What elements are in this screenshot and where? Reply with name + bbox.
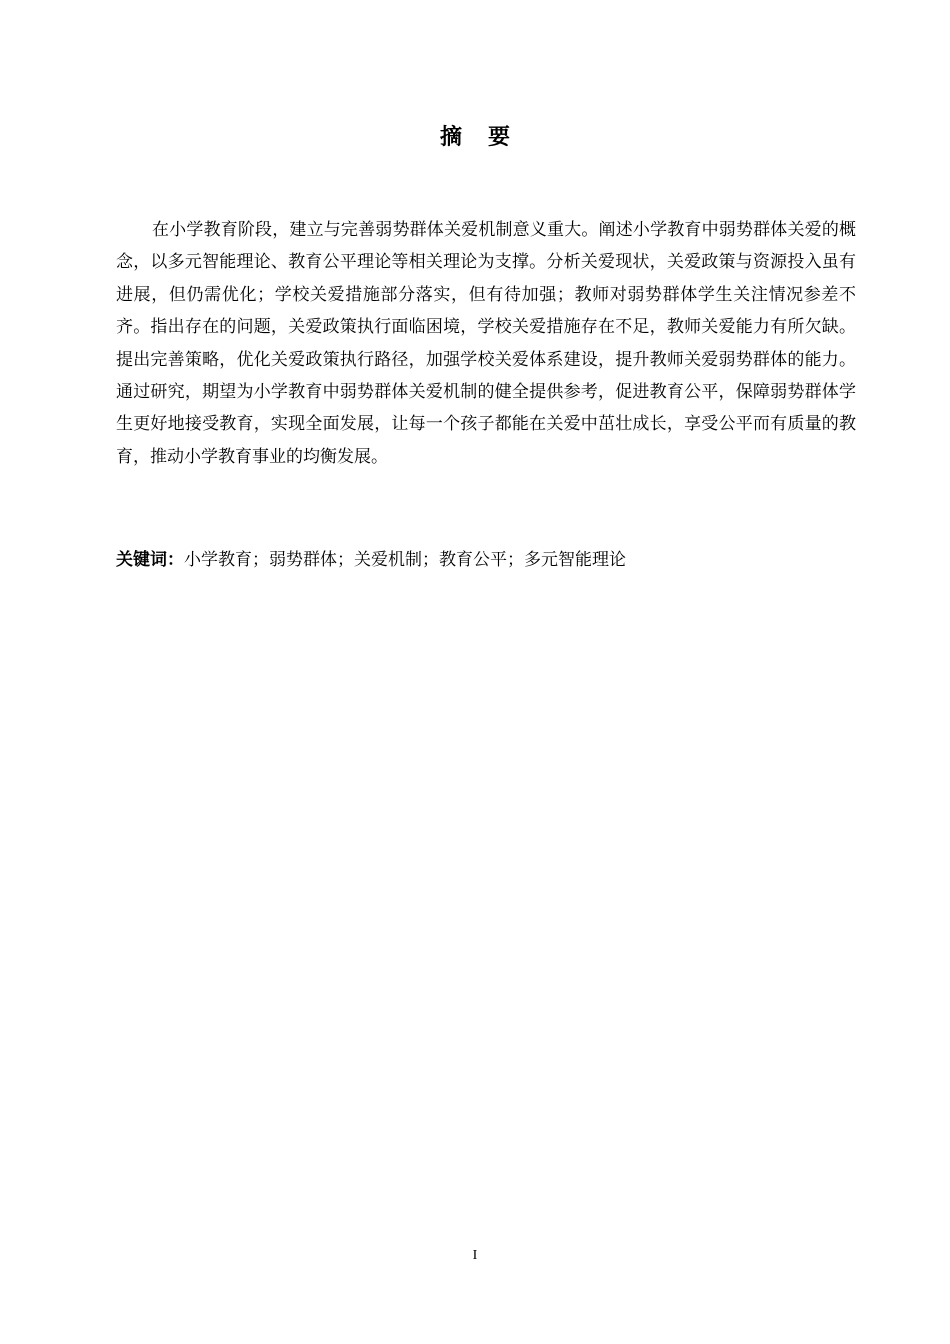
abstract-paragraph: 在小学教育阶段，建立与完善弱势群体关爱机制意义重大。阐述小学教育中弱势群体关爱的概念，以多元智能理论、教育公平理论等相关理论为支撑。分析关爱现状，关爱政策与资源投入虽有进展，但仍需优化；学校关爱措施部分落实，但有待加强；教师对弱势群体学生关注情况参差不齐。指出存在的问题，关爱政策执行面临困境，学校关爱措施存在不足，教师关爱能力有所欠缺。提出完善策略，优化关爱政策执行路径，加强学校关爱体系建设，提升教师关爱弱势群体的能力。通过研究，期望为小学教育中弱势群体关爱机制的健全提供参考，促进教育公平，保障弱势群体学生更好地接受教育，实现全面发展，让每一个孩子都能在关爱中茁壮成长，享受公平而有质量的教育，推动小学教育事业的均衡发展。 bbox=[116, 220, 856, 467]
keywords-label: 关键词： bbox=[116, 550, 184, 570]
page-title: 摘要 bbox=[439, 125, 536, 150]
keywords-line bbox=[116, 544, 856, 576]
keywords-text: 小学教育；弱势群体；关爱机制；教育公平；多元智能理论 bbox=[184, 550, 626, 570]
page-number: I bbox=[472, 1248, 478, 1263]
